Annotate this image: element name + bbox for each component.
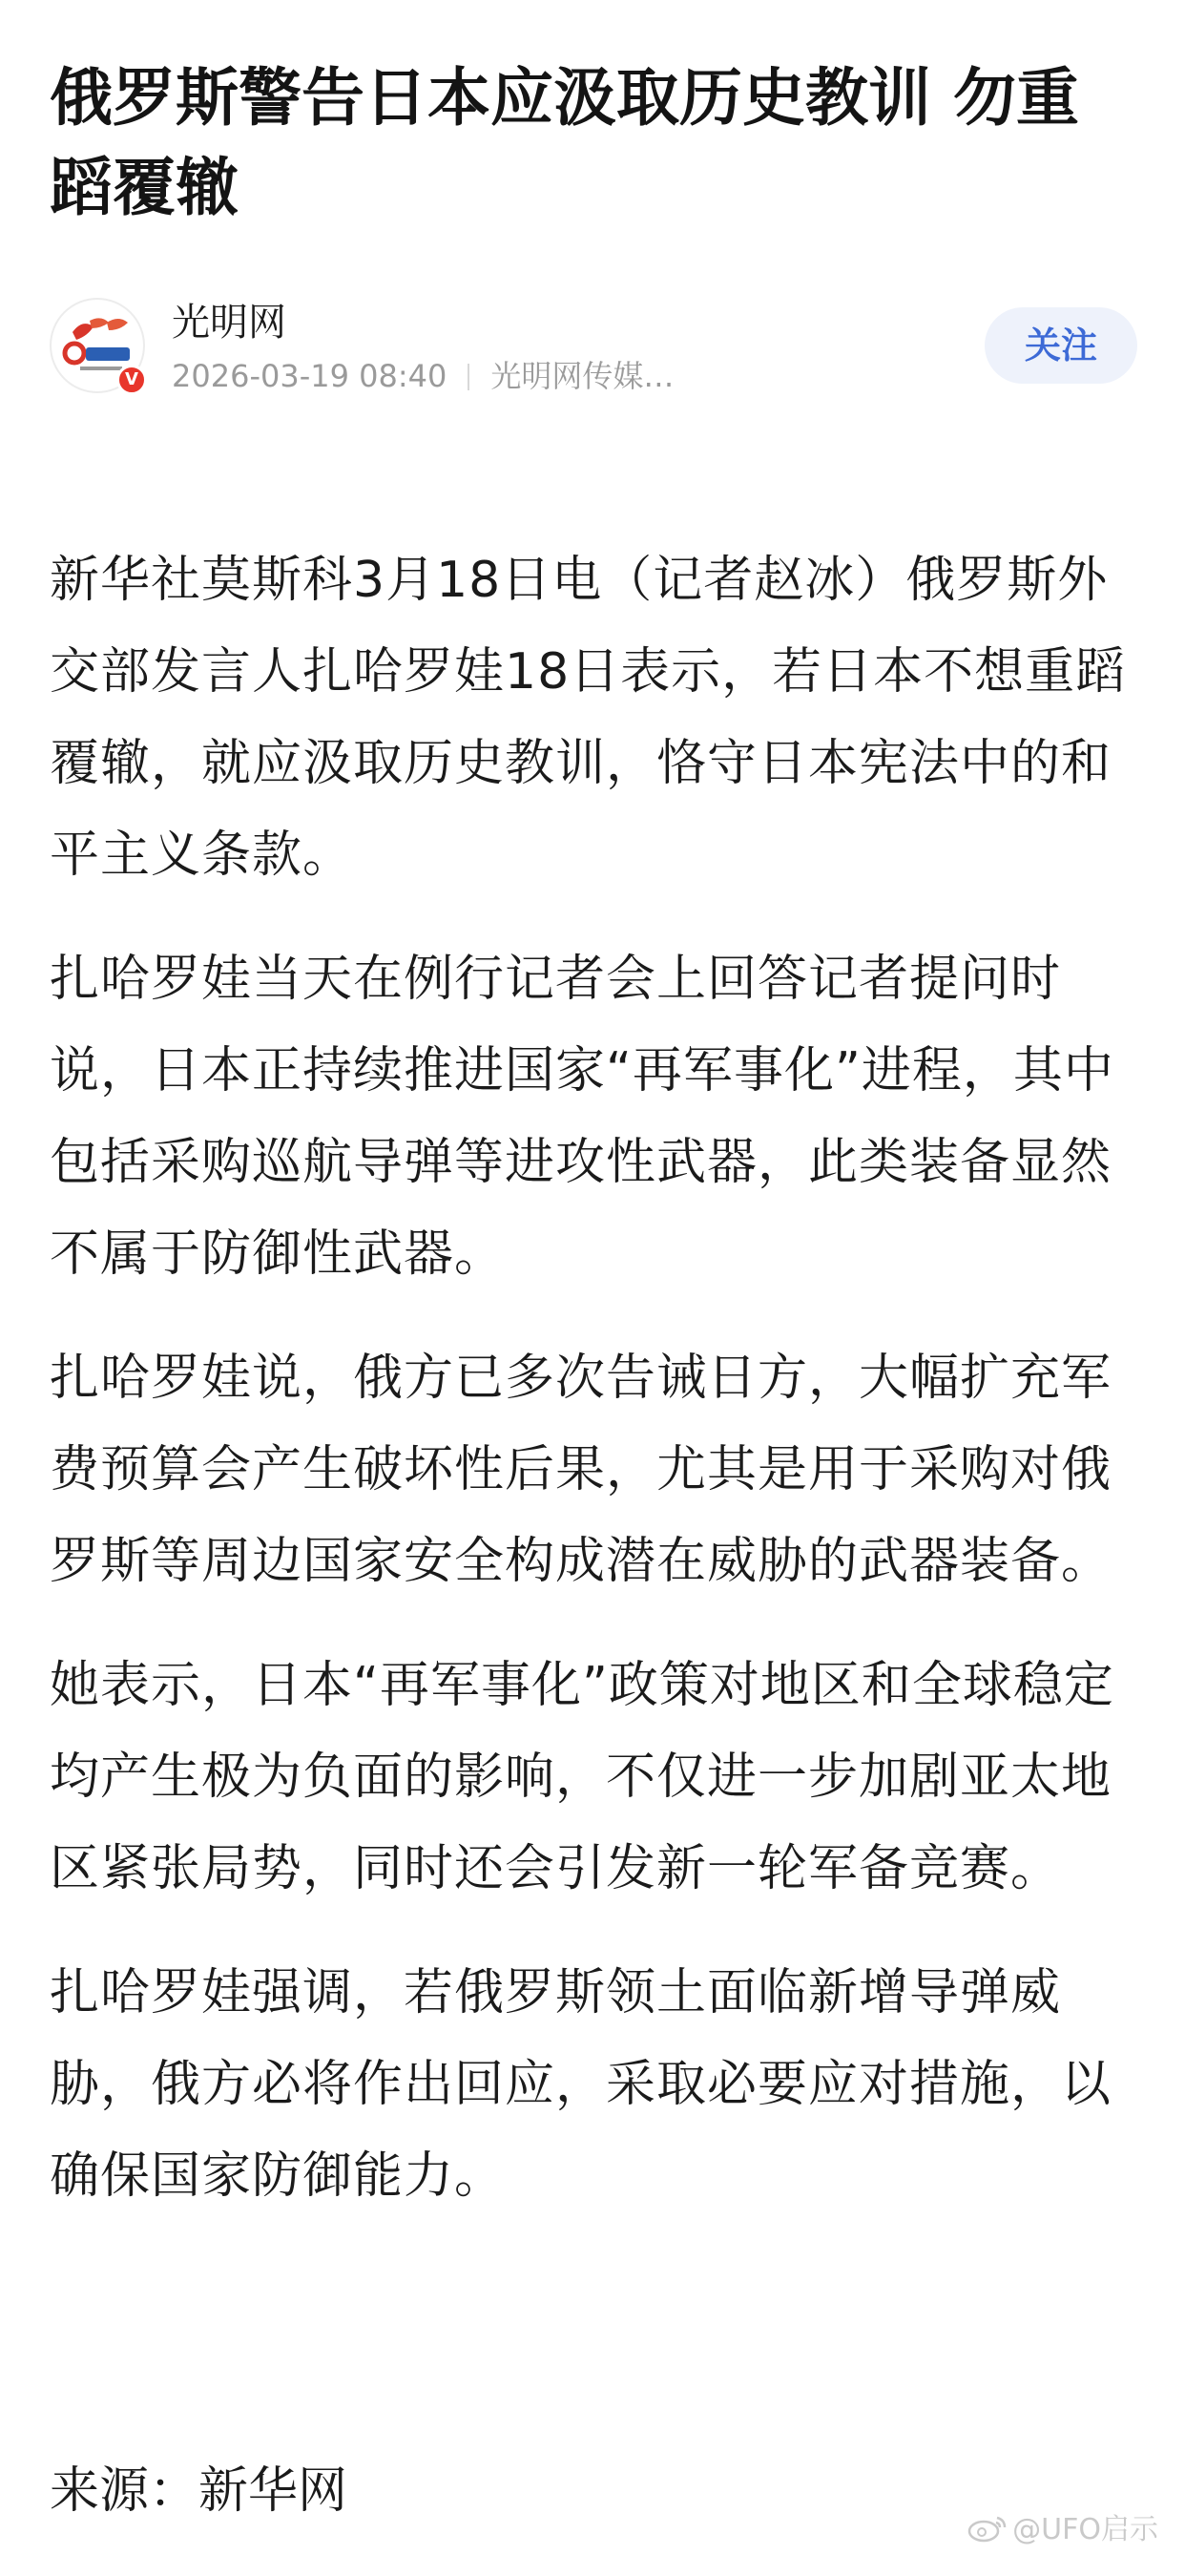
article-source: 来源：新华网 — [50, 2462, 348, 2520]
article-paragraph: 扎哈罗娃说，俄方已多次告诫日方，大幅扩充军费预算会产生破坏性后果，尤其是用于采购对俄罗斯等周边国家安全构成潜在威胁的武器装备。 — [50, 1350, 1112, 1590]
article-paragraph: 她表示，日本“再军事化”政策对地区和全球稳定均产生极为负面的影响，不仅进一步加剧亚太地区紧张局势，同时还会引发新一轮军备竞赛。 — [50, 1657, 1114, 1897]
author-name[interactable]: 光明网 — [172, 301, 286, 345]
follow-button[interactable]: 关注 — [985, 307, 1137, 384]
article-paragraph: 扎哈罗娃强调，若俄罗斯领土面临新增导弹威胁，俄方必将作出回应，采取必要应对措施，以确保国家防御能力。 — [50, 1964, 1112, 2205]
article-body — [50, 534, 1137, 2254]
author-row — [50, 298, 1137, 403]
article-paragraph: 新华社莫斯科3月18日电（记者赵冰）俄罗斯外交部发言人扎哈罗娃18日表示，若日本不想重蹈覆辙，就应汲取历史教训，恪守日本宪法中的和平主义条款。 — [50, 552, 1127, 884]
author-organization: 光明网传媒… — [490, 358, 675, 394]
avatar[interactable] — [50, 298, 145, 393]
article-paragraph: 扎哈罗娃当天在例行记者会上回答记者提问时说，日本正持续推进国家“再军事化”进程，其中包括采购巡航导弹等进攻性武器，此类装备显然不属于防御性武器。 — [50, 951, 1114, 1283]
weibo-icon — [967, 2514, 1008, 2543]
publish-date: 2026-03-19 08:40 — [172, 358, 447, 394]
watermark — [967, 2511, 1158, 2549]
article-title: 俄罗斯警告日本应汲取历史教训 勿重蹈覆辙 — [50, 61, 1079, 224]
meta-divider — [468, 364, 469, 390]
watermark-text: @UFO启示 — [1012, 2513, 1158, 2546]
verified-badge-icon: V — [116, 365, 147, 395]
author-meta — [172, 357, 674, 395]
